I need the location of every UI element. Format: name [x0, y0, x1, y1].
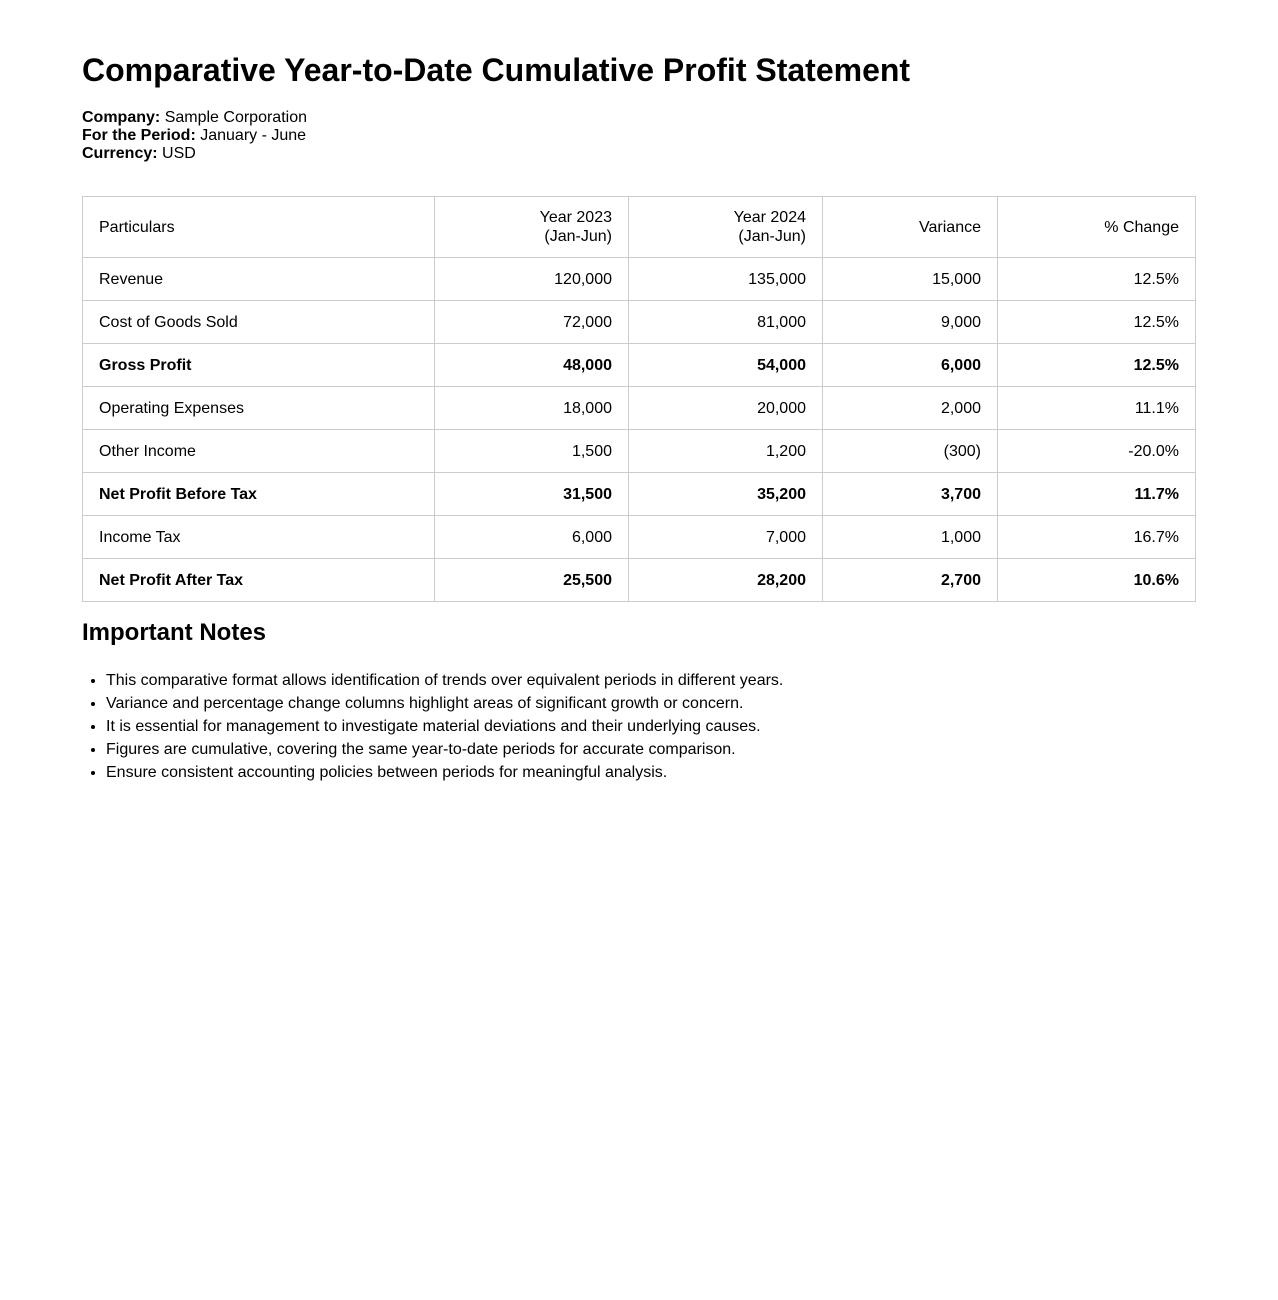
profit-table-body	[83, 258, 1196, 602]
meta-company-label: Company:	[82, 109, 161, 126]
list-item: • Variance and percentage change columns highlight areas of significant growth or concern.	[106, 692, 1196, 715]
meta-period-label: For the Period:	[82, 127, 196, 144]
cell-variance: 3,700	[823, 473, 998, 516]
cell-year-2024: 135,000	[629, 258, 823, 301]
cell-pct-change: 12.5%	[998, 258, 1196, 301]
cell-pct-change: 11.1%	[998, 387, 1196, 430]
statement-meta	[82, 109, 1196, 163]
cell-pct-change: 11.7%	[998, 473, 1196, 516]
header-year-2023	[435, 197, 629, 258]
table-row	[83, 473, 1196, 516]
meta-currency-value: USD	[162, 145, 196, 162]
cell-year-2023: 18,000	[435, 387, 629, 430]
cell-particulars: Gross Profit	[83, 344, 435, 387]
table-row	[83, 344, 1196, 387]
header-year-2023-line1: Year 2023	[539, 209, 612, 226]
cell-particulars: Revenue	[83, 258, 435, 301]
header-row	[83, 197, 1196, 258]
cell-pct-change: 12.5%	[998, 301, 1196, 344]
header-variance: Variance	[823, 197, 998, 258]
list-item: • Figures are cumulative, covering the same year-to-date periods for accurate comparison.	[106, 738, 1196, 761]
cell-variance: 15,000	[823, 258, 998, 301]
cell-year-2024: 20,000	[629, 387, 823, 430]
meta-period-value: January - June	[200, 127, 307, 144]
meta-currency-label: Currency:	[82, 145, 158, 162]
cell-year-2023: 120,000	[435, 258, 629, 301]
page-title: Comparative Year-to-Date Cumulative Profit Statement	[82, 52, 911, 88]
profit-table-head	[83, 197, 1196, 258]
header-pct-change: % Change	[998, 197, 1196, 258]
header-year-2023-line2: (Jan-Jun)	[544, 228, 612, 245]
cell-year-2024: 7,000	[629, 516, 823, 559]
cell-pct-change: 12.5%	[998, 344, 1196, 387]
list-item: • Ensure consistent accounting policies between periods for meaningful analysis.	[106, 761, 1196, 784]
table-row	[83, 301, 1196, 344]
table-row	[83, 387, 1196, 430]
meta-period	[82, 127, 1196, 145]
cell-year-2024: 28,200	[629, 559, 823, 602]
cell-year-2023: 31,500	[435, 473, 629, 516]
cell-pct-change: 10.6%	[998, 559, 1196, 602]
notes-list	[82, 669, 1196, 784]
cell-year-2023: 48,000	[435, 344, 629, 387]
cell-year-2023: 72,000	[435, 301, 629, 344]
cell-year-2024: 1,200	[629, 430, 823, 473]
table-row	[83, 258, 1196, 301]
cell-variance: 1,000	[823, 516, 998, 559]
list-item: • It is essential for management to investigate material deviations and their underlying causes.	[106, 715, 1196, 738]
header-particulars: Particulars	[83, 197, 435, 258]
list-item: • This comparative format allows identification of trends over equivalent periods in different years.	[106, 669, 1196, 692]
cell-pct-change: 16.7%	[998, 516, 1196, 559]
table-row	[83, 516, 1196, 559]
cell-variance: 2,000	[823, 387, 998, 430]
cell-particulars: Other Income	[83, 430, 435, 473]
cell-year-2023: 25,500	[435, 559, 629, 602]
cell-particulars: Income Tax	[83, 516, 435, 559]
header-year-2024	[629, 197, 823, 258]
cell-variance: 9,000	[823, 301, 998, 344]
header-year-2024-line2: (Jan-Jun)	[738, 228, 806, 245]
cell-variance: 6,000	[823, 344, 998, 387]
cell-variance: 2,700	[823, 559, 998, 602]
cell-year-2023: 6,000	[435, 516, 629, 559]
cell-particulars: Net Profit Before Tax	[83, 473, 435, 516]
cell-particulars: Net Profit After Tax	[83, 559, 435, 602]
cell-pct-change: -20.0%	[998, 430, 1196, 473]
cell-year-2024: 81,000	[629, 301, 823, 344]
meta-company	[82, 109, 1196, 127]
cell-year-2023: 1,500	[435, 430, 629, 473]
cell-year-2024: 35,200	[629, 473, 823, 516]
profit-table	[82, 196, 1196, 602]
header-year-2024-line1: Year 2024	[733, 209, 806, 226]
cell-year-2024: 54,000	[629, 344, 823, 387]
table-row	[83, 430, 1196, 473]
meta-currency	[82, 145, 1196, 163]
cell-particulars: Operating Expenses	[83, 387, 435, 430]
cell-particulars: Cost of Goods Sold	[83, 301, 435, 344]
meta-company-value: Sample Corporation	[164, 109, 307, 126]
cell-variance: (300)	[823, 430, 998, 473]
table-row	[83, 559, 1196, 602]
notes-heading: Important Notes	[82, 619, 267, 646]
